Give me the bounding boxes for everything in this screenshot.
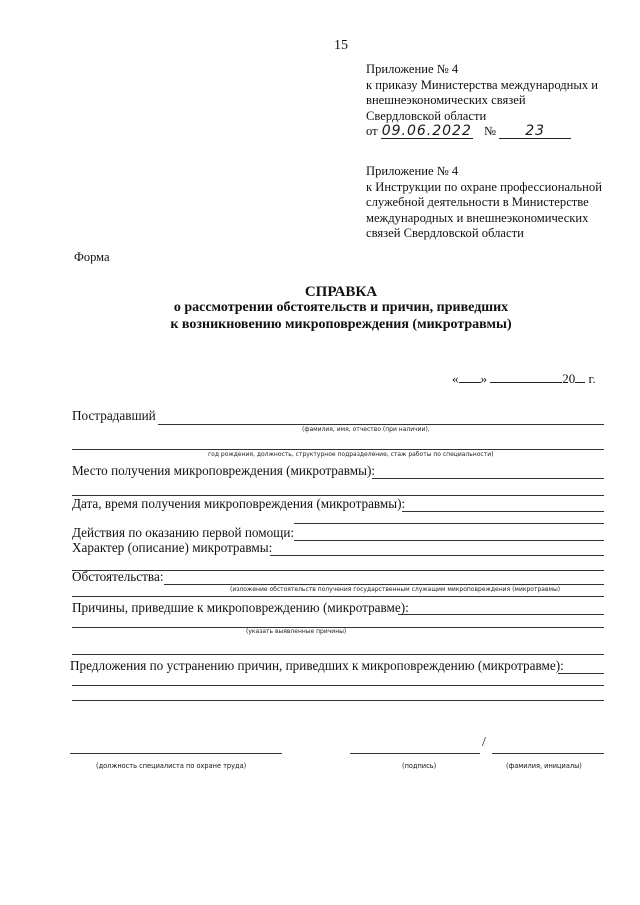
year-suffix: г. <box>588 371 596 386</box>
open-quote: « <box>452 371 459 386</box>
position-hint: (должность специалиста по охране труда) <box>96 762 247 770</box>
place-label: Место получения микроповреждения (микротравмы): <box>72 463 376 478</box>
victim-label: Пострадавший <box>72 408 156 423</box>
first-aid-top-line[interactable] <box>294 523 604 524</box>
circumstances-label: Обстоятельства: <box>72 569 164 584</box>
name-hint: (фамилия, инициалы) <box>506 762 582 770</box>
causes-hint: (указать выявленные причины) <box>246 628 347 635</box>
victim-line[interactable] <box>158 424 604 425</box>
handwritten-date: 09.06.2022 <box>381 123 472 139</box>
close-quote: » <box>480 371 487 386</box>
appendix-instruction-block <box>366 164 602 242</box>
signature-slash: / <box>482 735 486 750</box>
handwritten-number: 23 <box>499 125 571 139</box>
appendix-line: Свердловской области <box>366 108 487 123</box>
nature-line[interactable] <box>270 555 604 556</box>
page-number: 15 <box>334 38 348 53</box>
document-subtitle-line2: к возникновению микроповреждения (микротравмы) <box>170 317 512 332</box>
circumstances-line-2[interactable] <box>72 596 604 597</box>
victim-hint-2: год рождения, должность, структурное подразделение, стаж работы по специальности) <box>208 451 494 458</box>
nature-label: Характер (описание) микротравмы: <box>72 540 273 555</box>
document-title: СПРАВКА <box>304 284 378 300</box>
position-line[interactable] <box>70 753 282 754</box>
causes-line[interactable] <box>398 614 604 615</box>
signature-line[interactable] <box>350 753 480 754</box>
appendix-line: служебной деятельности в Министерстве <box>366 195 589 209</box>
proposals-line[interactable] <box>558 673 604 674</box>
date-prefix: от <box>366 124 378 138</box>
causes-label: Причины, приведшие к микроповреждению (микротравме): <box>72 600 409 615</box>
proposals-line-3[interactable] <box>72 700 604 701</box>
place-line[interactable] <box>372 478 604 479</box>
victim-line-2[interactable] <box>72 449 604 450</box>
date-field[interactable] <box>452 370 596 387</box>
document-subtitle-line1: о рассмотрении обстоятельств и причин, приведших <box>173 300 509 315</box>
day-blank[interactable] <box>459 370 481 383</box>
appendix-line: к Инструкции по охране профессиональной <box>366 179 602 194</box>
proposals-label: Предложения по устранению причин, приведших к микроповреждению (микротравме): <box>70 658 564 673</box>
circumstances-line[interactable] <box>164 584 604 585</box>
causes-line-3[interactable] <box>72 654 604 655</box>
first-aid-line[interactable] <box>294 540 604 541</box>
number-prefix: № <box>483 124 496 138</box>
appendix-line: международных и внешнеэкономических <box>366 210 589 225</box>
appendix-line: связей Свердловской области <box>366 226 524 240</box>
name-line[interactable] <box>492 753 604 754</box>
year-prefix: 20 <box>562 371 576 386</box>
circumstances-hint: (изложение обстоятельств получения государственным служащим микроповреждения (микротравмы) <box>230 586 561 593</box>
appendix-date-row <box>366 124 598 140</box>
appendix-order-block <box>366 62 598 140</box>
year-blank[interactable] <box>575 370 585 383</box>
proposals-line-2[interactable] <box>72 685 604 686</box>
appendix-line: Приложение № 4 <box>366 62 459 76</box>
month-blank[interactable] <box>490 370 562 383</box>
signature-hint: (подпись) <box>402 762 437 770</box>
form-label: Форма <box>74 250 110 264</box>
appendix-line: Приложение № 4 <box>366 164 459 178</box>
victim-hint: (фамилия, имя, отчество (при наличии), <box>302 426 430 433</box>
first-aid-label: Действия по оказанию первой помощи: <box>72 525 295 540</box>
appendix-line: внешнеэкономических связей <box>366 93 526 107</box>
appendix-line: к приказу Министерства международных и <box>366 77 599 92</box>
datetime-label: Дата, время получения микроповреждения (микротравмы): <box>72 496 406 511</box>
datetime-line[interactable] <box>402 511 604 512</box>
